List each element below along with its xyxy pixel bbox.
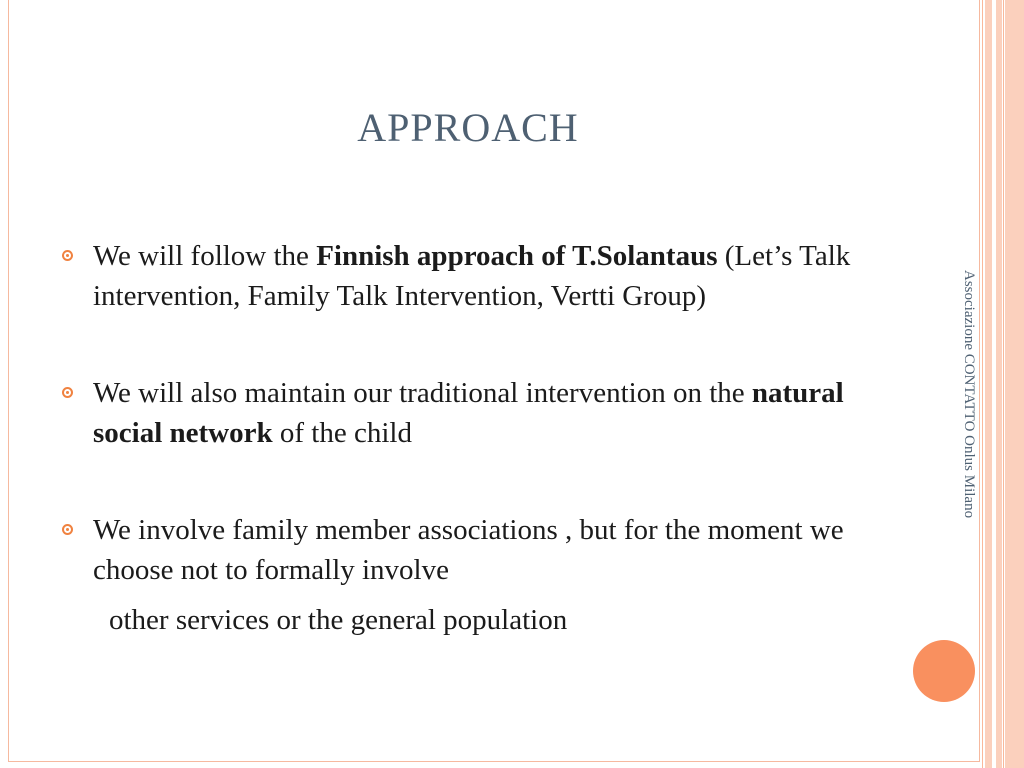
bullet-text: (Let’s Talk intervention, Family Talk Intervention, Vertti Group): [93, 240, 851, 312]
decorative-circle: [913, 640, 975, 702]
bullet-text: of the child: [272, 417, 412, 449]
slide-title: APPROACH: [357, 105, 579, 150]
bullet-bold-text: Finnish approach of T.Solantaus: [316, 240, 718, 272]
bullet-item: [62, 510, 912, 640]
bullet-continuation: other services or the general population: [109, 604, 568, 636]
bullet-text: We involve family member associations , but for the moment we choose not to formally involve: [93, 514, 844, 586]
decorative-stripe: [1005, 0, 1024, 768]
bullet-bold-text: natural social network: [93, 377, 844, 449]
bullet-text: We will follow the: [93, 240, 317, 272]
decorative-stripe: [1003, 0, 1004, 768]
decorative-stripe: [985, 0, 992, 768]
bullet-item: [62, 373, 912, 453]
decorative-stripe: [996, 0, 1002, 768]
bullet-text: We will also maintain our traditional intervention on the: [93, 377, 752, 409]
organization-label: Associazione CONTATTO Onlus Milano: [961, 270, 977, 519]
decorative-stripe: [982, 0, 983, 768]
bullet-circle-icon: [62, 387, 73, 398]
bullet-circle-icon: [62, 524, 73, 535]
bullet-circle-icon: [62, 250, 73, 261]
bullet-list: [62, 236, 912, 640]
bullet-item: [62, 236, 912, 316]
